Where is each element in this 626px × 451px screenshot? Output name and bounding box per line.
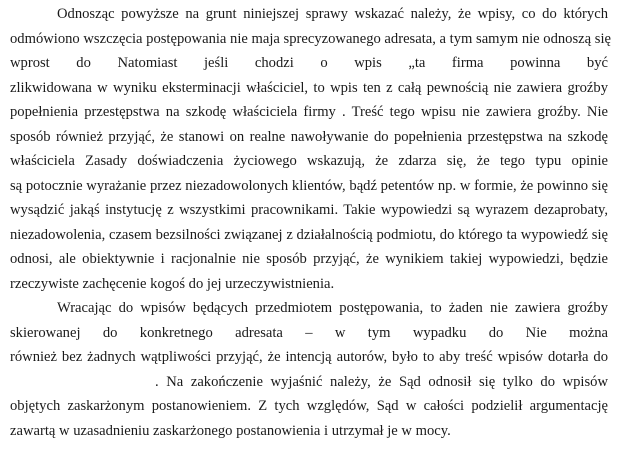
- paragraph-1-line-5: popełnienia przestępstwa na szkodę właściciela firmy . Treść tego wpisu nie zawiera groźby. Nie: [10, 104, 608, 120]
- paragraph-1-line-2: odmówiono wszczęcia postępowania nie maja sprecyzowanego adresata, a tym samym nie odnoszą się: [10, 31, 611, 47]
- paragraph-1-line-4: zlikwidowana w wyniku eksterminacji właściciel, to wpis ten z całą pewnością nie zawiera groźby: [10, 80, 608, 96]
- paragraph-1-line-9: wysądzić jakąś instytucję z wszystkimi pracownikami. Takie wypowiedzi są wyrazem dezaprobaty,: [10, 202, 608, 218]
- paragraph-2-line-4: . Na zakończenie wyjaśnić należy, że Sąd odnosił się tylko do wpisów: [155, 374, 608, 390]
- paragraph-1-line-12: rzeczywiste zachęcenie kogoś do jej urzeczywistnienia.: [10, 276, 335, 292]
- paragraph-2-line-3: również bez żadnych wątpliwości przyjąć, że intencją autorów, było to aby treść wpisów dotarła do: [10, 349, 608, 365]
- paragraph-1-line-3: wprost do Natomiast jeśli chodzi o wpis „ta firma powinna być: [10, 55, 608, 71]
- paragraph-1-line-6: sposób również przyjąć, że stanowi on realne nawoływanie do popełnienia przestępstwa na szkodę: [10, 129, 608, 145]
- paragraph-1-line-10: niezadowolenia, czasem bezsilności związanej z działalnością podmiotu, do którego ta wypowiedź się: [10, 227, 608, 243]
- paragraph-2-line-2: skierowanej do konkretnego adresata – w tym wypadku do Nie można: [10, 325, 608, 341]
- paragraph-1-line-8: są potocznie wyrażanie przez niezadowolonych klientów, bądź petentów np. w formie, że powinno się: [10, 178, 608, 194]
- paragraph-2-line-5: objętych zaskarżonym postanowieniem. Z tych względów, Sąd w całości podzielił argumentację: [10, 398, 608, 414]
- paragraph-1-line-1: Odnosząc powyższe na grunt niniejszej sprawy wskazać należy, że wpisy, co do których: [57, 6, 608, 22]
- paragraph-1-line-7: właściciela Zasady doświadczenia życiowego wskazują, że zdarza się, że tego typu opinie: [10, 153, 608, 169]
- paragraph-1-line-11: odnosi, ale obiektywnie i racjonalnie nie sposób przyjąć, że wynikiem takiej wypowiedzi, będzie: [10, 251, 608, 267]
- paragraph-2-line-1: Wracając do wpisów będących przedmiotem postępowania, to żaden nie zawiera groźby: [57, 300, 608, 316]
- paragraph-2-line-6: zawartą w uzasadnieniu zaskarżonego postanowienia i utrzymał je w mocy.: [10, 423, 451, 439]
